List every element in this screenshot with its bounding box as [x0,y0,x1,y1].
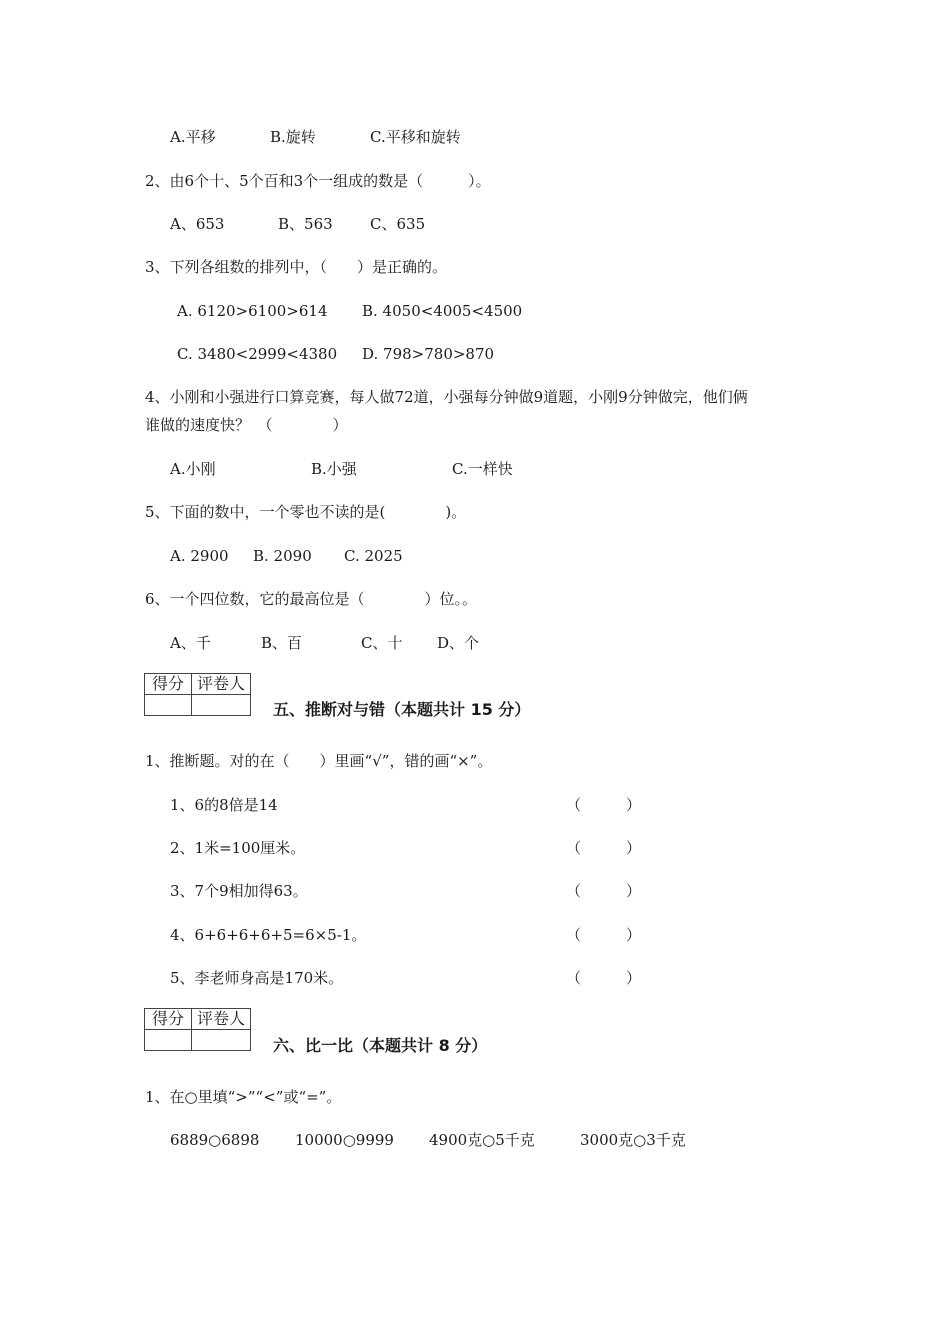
grader-cell[interactable] [192,1030,251,1051]
score-label: 得分 [145,674,192,695]
tf-item-3: 3、7个9相加得63。 [170,882,308,900]
section5-intro: 1、推断题。对的在（ ）里画“√”，错的画“×”。 [145,752,493,770]
q3-text: 3、下列各组数的排列中，（ ）是正确的。 [145,258,448,276]
q4-option-b: B.小强 [311,460,357,478]
section5-title: 五、推断对与错（本题共计 15 分） [273,700,531,719]
q5-option-a: A. 2900 [170,547,229,565]
q6-text: 6、一个四位数，它的最高位是（ ）位。。 [145,590,478,608]
q5-option-b: B. 2090 [253,547,312,565]
grader-label: 评卷人 [192,1009,251,1030]
compare-item-3: 4900克○5千克 [429,1131,535,1149]
q5-option-c: C. 2025 [344,547,403,565]
q4-option-a: A.小刚 [170,460,216,478]
q6-option-c: C、十 [361,634,403,652]
tf-answer-5[interactable]: （ ） [566,969,642,987]
tf-answer-3[interactable]: （ ） [566,882,642,900]
grader-label: 评卷人 [192,674,251,695]
score-cell[interactable] [145,695,192,716]
q2-option-b: B、563 [278,215,333,233]
grader-cell[interactable] [192,695,251,716]
q3-option-b: B. 4050<4005<4500 [362,302,523,320]
q4-text-line2: 谁做的速度快？ （ ） [145,416,348,434]
compare-item-4: 3000克○3千克 [580,1131,686,1149]
tf-answer-1[interactable]: （ ） [566,796,642,814]
q4-option-c: C.一样快 [452,460,513,478]
score-cell[interactable] [145,1030,192,1051]
q3-option-c: C. 3480<2999<4380 [177,345,338,363]
compare-item-2: 10000○9999 [295,1131,394,1149]
score-box-section6 [144,1008,251,1051]
section6-title: 六、比一比（本题共计 8 分） [273,1036,488,1055]
q3-option-a: A. 6120>6100>614 [177,302,328,320]
q6-option-a: A、千 [170,634,211,652]
tf-item-4: 4、6+6+6+6+5=6×5-1。 [170,926,367,944]
q6-option-b: B、百 [261,634,303,652]
section6-intro: 1、在○里填“>”“<”或“=”。 [145,1088,342,1106]
tf-answer-4[interactable]: （ ） [566,926,642,944]
q5-text: 5、下面的数中，一个零也不读的是( )。 [145,503,467,521]
q2-option-a: A、653 [170,215,225,233]
q4-text-line1: 4、小刚和小强进行口算竞赛，每人做72道，小强每分钟做9道题，小刚9分钟做完，他们俩 [145,388,748,406]
score-label: 得分 [145,1009,192,1030]
q3-option-d: D. 798>780>870 [362,345,495,363]
score-box-section5 [144,673,251,716]
q1-option-b: B.旋转 [270,128,316,146]
tf-answer-2[interactable]: （ ） [566,839,642,857]
tf-item-1: 1、6的8倍是14 [170,796,278,814]
q2-text: 2、由6个十、5个百和3个一组成的数是（ ）。 [145,172,491,190]
q1-option-a: A.平移 [170,128,216,146]
tf-item-5: 5、李老师身高是170米。 [170,969,344,987]
q6-option-d: D、个 [437,634,480,652]
compare-item-1: 6889○6898 [170,1131,260,1149]
q2-option-c: C、635 [370,215,426,233]
q1-option-c: C.平移和旋转 [370,128,461,146]
tf-item-2: 2、1米=100厘米。 [170,839,306,857]
